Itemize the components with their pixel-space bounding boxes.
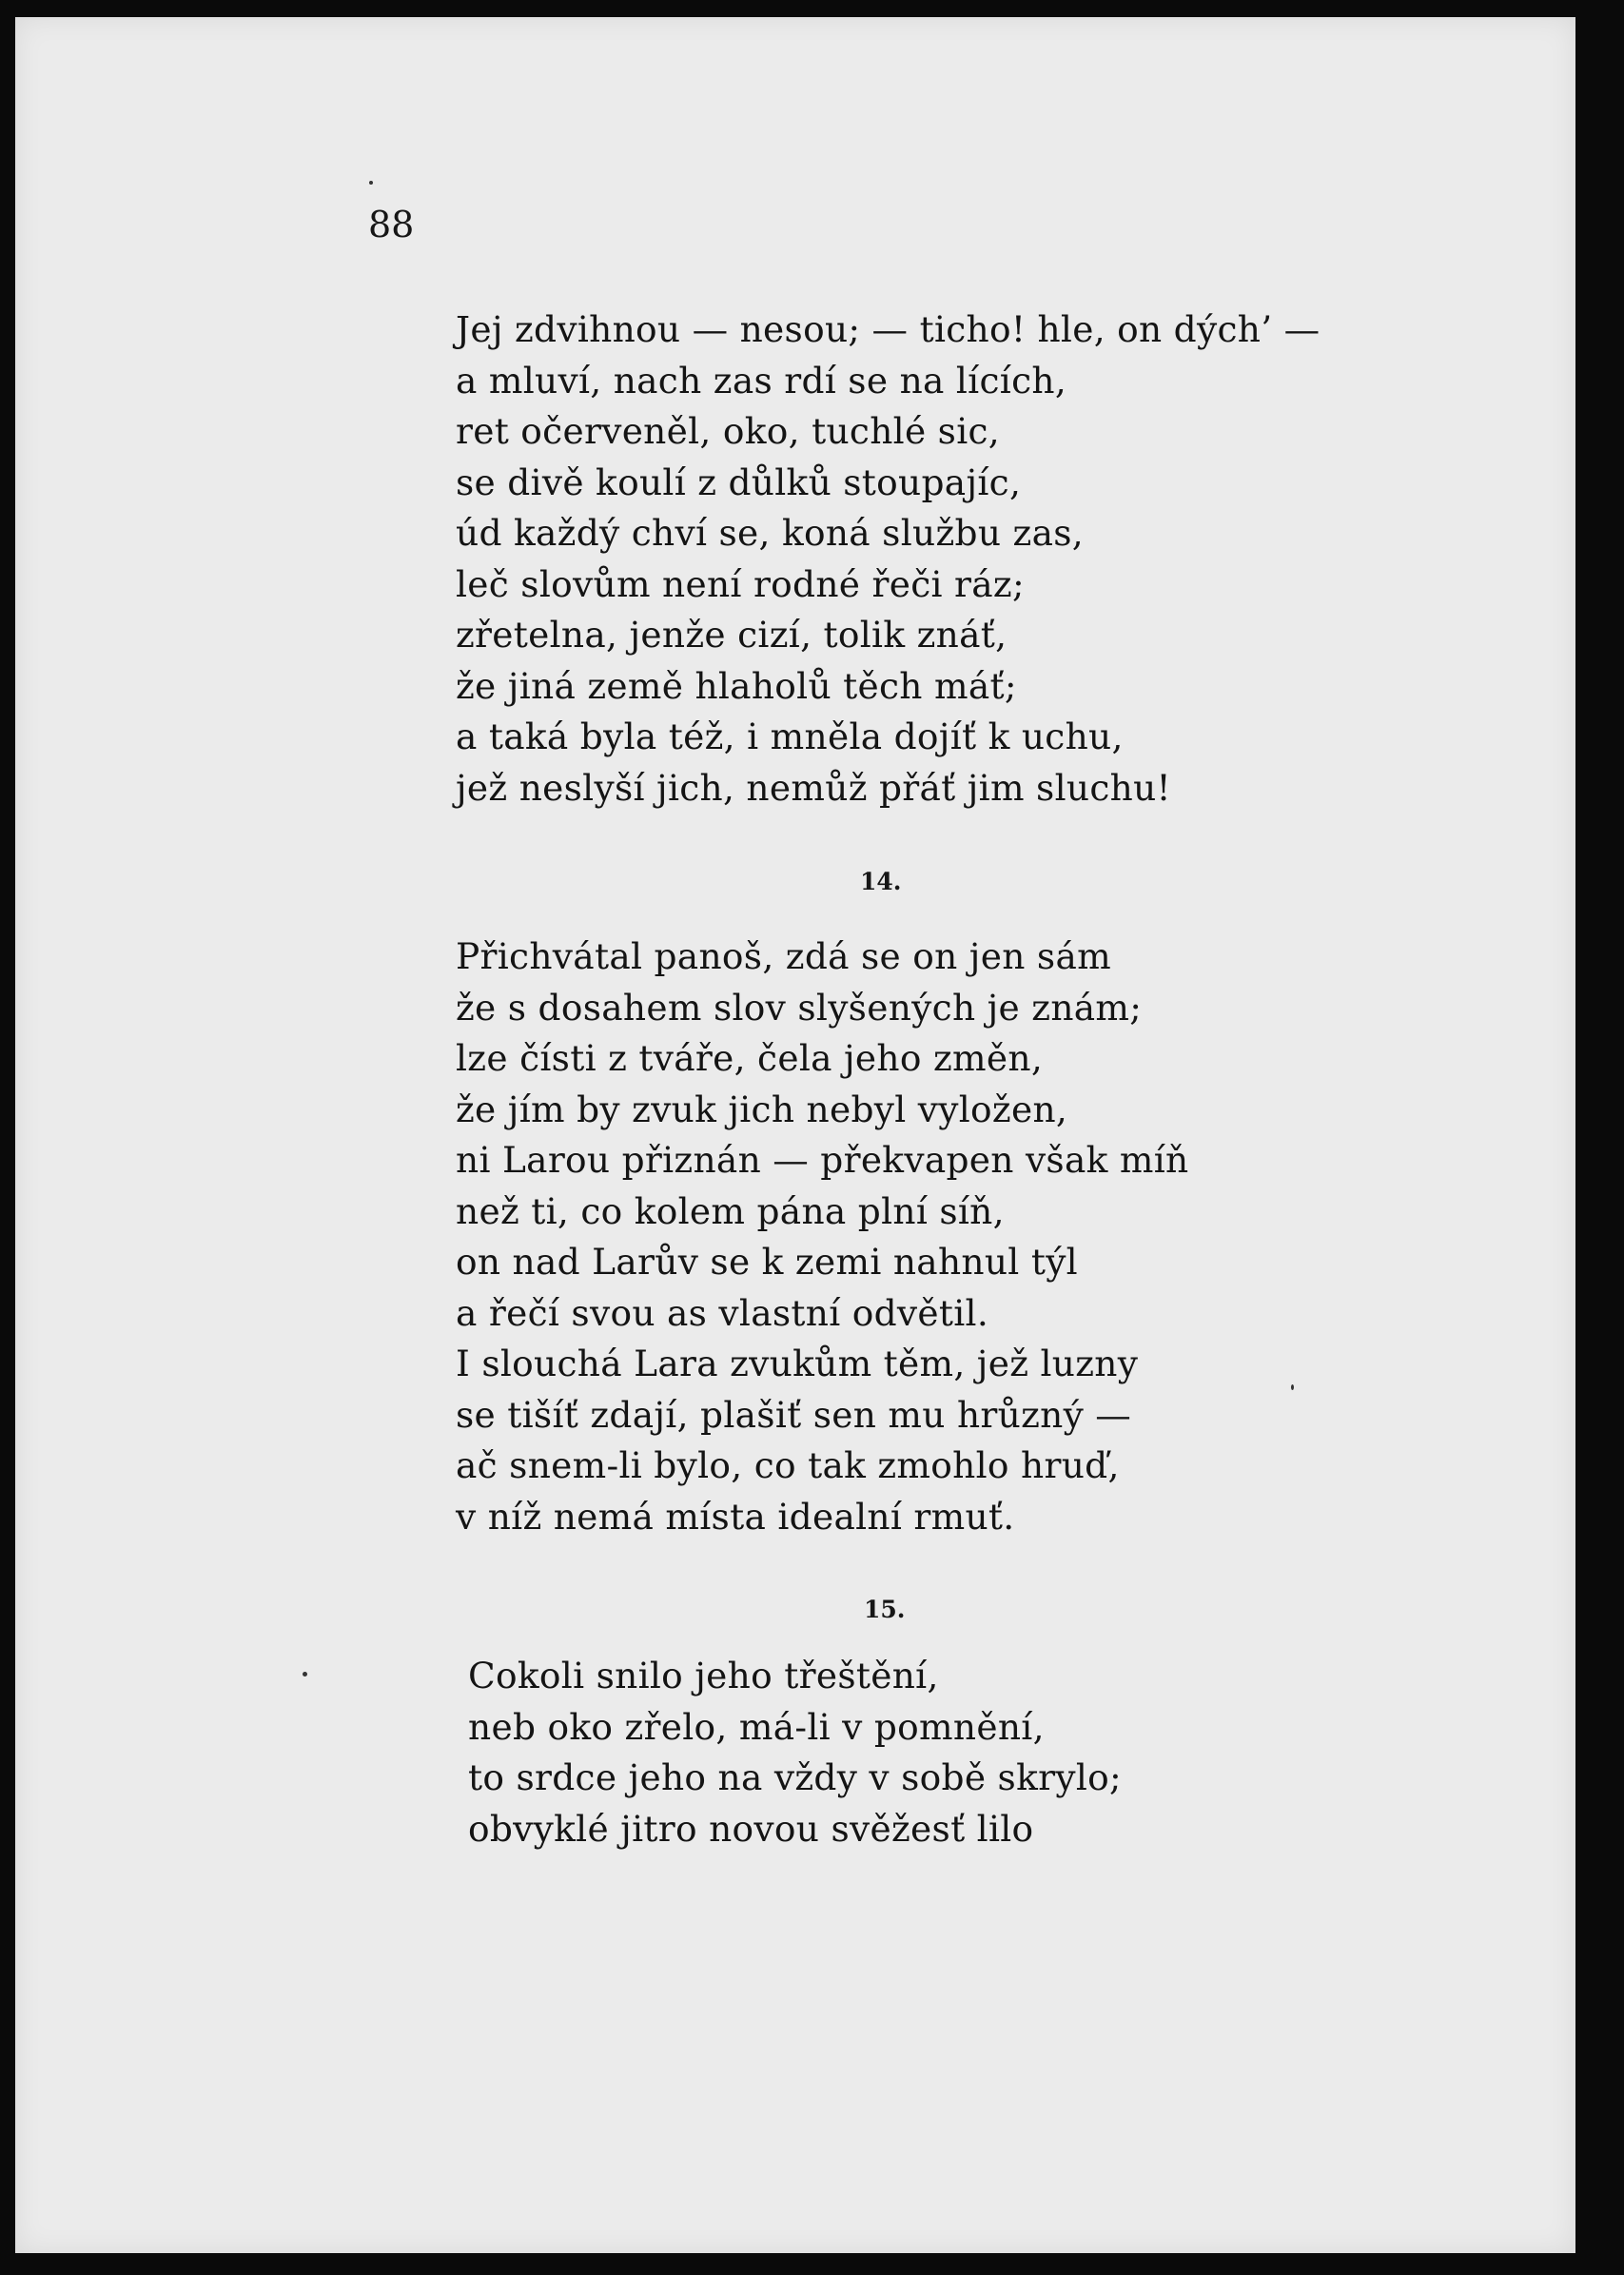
- verse-line: Cokoli snilo jeho třeštění,: [468, 1655, 939, 1696]
- verse-line: ni Larou přiznán — překvapen však míň: [456, 1139, 1189, 1181]
- verse-line: a mluví, nach zas rdí se na lících,: [456, 359, 1067, 402]
- verse-line: zřetelna, jenže cizí, tolik znáť,: [456, 614, 1008, 656]
- stanza-14: [456, 932, 1188, 1542]
- page-number: 88: [368, 204, 415, 245]
- verse-line: v níž nemá místa idealní rmuť.: [456, 1495, 1015, 1538]
- verse-line: to srdce jeho na vždy v sobě skrylo;: [468, 1756, 1122, 1798]
- verse-line: že s dosahem slov slyšených je znám;: [456, 986, 1143, 1029]
- verse-line: leč slovům není rodné řeči ráz;: [456, 562, 1025, 605]
- verse-line: a taká byla též, i mněla dojíť k uchu,: [456, 716, 1124, 757]
- verse-line: úd každý chví se, koná službu zas,: [456, 512, 1084, 554]
- verse-line: obvyklé jitro novou svěžesť lilo: [468, 1807, 1034, 1850]
- verse-line: ret očerveněl, oko, tuchlé sic,: [456, 410, 1001, 452]
- scan-speck: [303, 1672, 307, 1677]
- verse-line: jež neslyší jich, nemůž přáť jim sluchu!: [456, 766, 1171, 809]
- verse-line: a řečí svou as vlastní odvětil.: [456, 1291, 989, 1334]
- scan-right-edge: [1576, 0, 1624, 2275]
- verse-line: že jím by zvuk jich nebyl vyložen,: [456, 1088, 1068, 1130]
- verse-line: I slouchá Lara zvukům těm, jež luzny: [456, 1343, 1139, 1384]
- verse-line: ač snem-li bylo, co tak zmohlo hruď,: [456, 1444, 1120, 1486]
- section-number-14: 14.: [860, 868, 902, 895]
- scan-speck: [1291, 1384, 1294, 1390]
- verse-line: Přichvátal panoš, zdá se on jen sám: [456, 935, 1111, 977]
- section-number-15: 15.: [864, 1596, 906, 1623]
- verse-line: se tišíť zdají, plašiť sen mu hrůzný —: [456, 1393, 1132, 1436]
- verse-line: že jiná země hlaholů těch máť;: [456, 664, 1017, 707]
- scan-top-edge: [0, 0, 1624, 17]
- stanza-15: [468, 1651, 1122, 1854]
- verse-line: neb oko zřelo, má-li v pomnění,: [468, 1705, 1045, 1748]
- verse-line: se divě koulí z důlků stoupajíc,: [456, 461, 1022, 503]
- verse-line: Jej zdvihnou — nesou; — ticho! hle, on dých’ —: [456, 308, 1321, 350]
- verse-line: on nad Larův se k zemi nahnul týl: [456, 1241, 1078, 1283]
- verse-line: lze čísti z tváře, čela jeho změn,: [456, 1037, 1044, 1079]
- verse-line: než ti, co kolem pána plní síň,: [456, 1189, 1005, 1232]
- stanza-continued: [456, 304, 1320, 814]
- scan-speck: [369, 181, 373, 185]
